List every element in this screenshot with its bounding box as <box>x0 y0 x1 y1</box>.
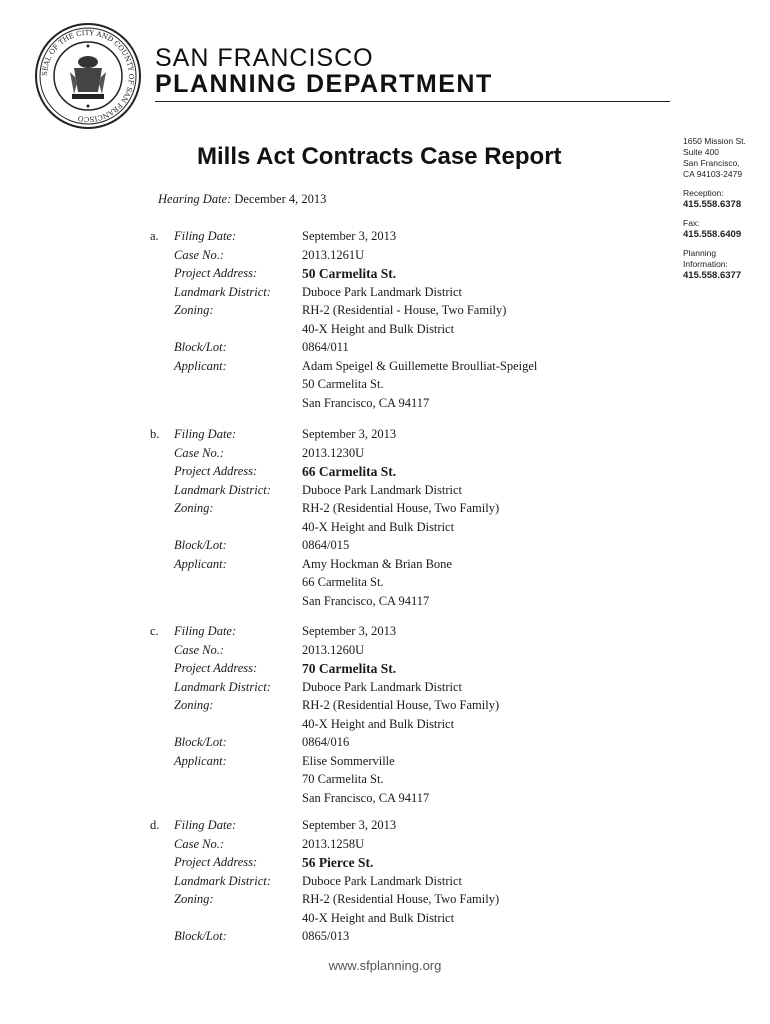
applicant-name: Elise Sommerville <box>302 753 395 768</box>
applicant-street: 66 Carmelita St. <box>302 575 384 589</box>
project-address-label: Project Address: <box>174 661 258 675</box>
block-lot-label: Block/Lot: <box>174 929 227 943</box>
address-line: 1650 Mission St. <box>683 136 746 146</box>
address-line: Suite 400 <box>683 147 719 157</box>
applicant-street: 70 Carmelita St. <box>302 772 384 786</box>
case-no-label: Case No.: <box>174 642 224 657</box>
block-lot-label: Block/Lot: <box>174 340 227 354</box>
block-lot-value: 0865/013 <box>302 929 350 943</box>
landmark-district-label: Landmark District: <box>174 482 271 497</box>
filing-date-label: Filing Date: <box>174 818 237 832</box>
zoning-label: Zoning: <box>174 698 214 712</box>
project-address-value: 50 Carmelita St. <box>302 266 397 281</box>
project-address-label: Project Address: <box>174 464 258 478</box>
applicant-label: Applicant: <box>174 753 227 768</box>
landmark-district-value: Duboce Park Landmark District <box>302 284 463 299</box>
reception-contact <box>683 188 767 210</box>
case-letter: b. <box>150 427 160 441</box>
reception-label: Reception: <box>683 188 724 198</box>
case-no-value: 2013.1258U <box>302 836 365 851</box>
contact-sidebar <box>683 136 767 289</box>
landmark-district-label: Landmark District: <box>174 679 271 694</box>
zoning-value: RH-2 (Residential House, Two Family) <box>302 698 500 712</box>
case-no-label: Case No.: <box>174 836 224 851</box>
applicant-street: 50 Carmelita St. <box>302 377 384 391</box>
fax-phone: 415.558.6409 <box>683 229 742 240</box>
reception-phone: 415.558.6378 <box>683 199 742 210</box>
height-bulk-value: 40-X Height and Bulk District <box>302 519 455 534</box>
case-no-value: 2013.1261U <box>302 247 365 262</box>
block-lot-label: Block/Lot: <box>174 735 227 749</box>
zoning-value: RH-2 (Residential House, Two Family) <box>302 501 500 515</box>
zoning-value: RH-2 (Residential House, Two Family) <box>302 892 500 906</box>
zoning-label: Zoning: <box>174 501 214 515</box>
case-no-label: Case No.: <box>174 247 224 262</box>
landmark-district-value: Duboce Park Landmark District <box>302 679 463 694</box>
filing-date-label: Filing Date: <box>174 427 237 441</box>
applicant-label: Applicant: <box>174 358 227 373</box>
filing-date-value: September 3, 2013 <box>302 818 397 832</box>
project-address-label: Project Address: <box>174 266 258 280</box>
hearing-date <box>158 192 326 207</box>
case-letter: c. <box>150 624 159 638</box>
applicant-city: San Francisco, CA 94117 <box>302 790 430 805</box>
case-no-label: Case No.: <box>174 445 224 460</box>
case-letter: d. <box>150 818 160 832</box>
block-lot-value: 0864/015 <box>302 538 350 552</box>
hearing-date-value: December 4, 2013 <box>234 192 327 206</box>
filing-date-label: Filing Date: <box>174 229 237 243</box>
department-name: PLANNING DEPARTMENT <box>155 70 493 98</box>
header-rule <box>155 101 670 102</box>
landmark-district-value: Duboce Park Landmark District <box>302 482 463 497</box>
hearing-date-label: Hearing Date: <box>158 192 232 206</box>
landmark-district-label: Landmark District: <box>174 873 271 888</box>
block-lot-value: 0864/011 <box>302 340 349 354</box>
height-bulk-value: 40-X Height and Bulk District <box>302 716 455 731</box>
applicant-city: San Francisco, CA 94117 <box>302 395 430 410</box>
filing-date-value: September 3, 2013 <box>302 229 397 243</box>
office-address <box>683 136 767 180</box>
applicant-label: Applicant: <box>174 556 227 571</box>
project-address-value: 56 Pierce St. <box>302 855 374 870</box>
fax-contact <box>683 218 767 240</box>
department-city-name: SAN FRANCISCO <box>155 44 374 72</box>
applicant-name: Adam Speigel & Guillemette Broulliat-Speigel <box>302 358 538 373</box>
fax-label: Fax: <box>683 218 700 228</box>
planning-info-phone: 415.558.6377 <box>683 270 742 281</box>
project-address-value: 66 Carmelita St. <box>302 464 397 479</box>
height-bulk-value: 40-X Height and Bulk District <box>302 321 455 336</box>
height-bulk-value: 40-X Height and Bulk District <box>302 910 455 925</box>
filing-date-value: September 3, 2013 <box>302 427 397 441</box>
filing-date-value: September 3, 2013 <box>302 624 397 638</box>
planning-info-label: Planning <box>683 248 717 258</box>
zoning-value: RH-2 (Residential - House, Two Family) <box>302 303 507 317</box>
city-seal-logo <box>34 22 142 130</box>
case-no-value: 2013.1230U <box>302 445 365 460</box>
block-lot-label: Block/Lot: <box>174 538 227 552</box>
address-line: San Francisco, <box>683 158 740 168</box>
planning-info-label: Information: <box>683 259 728 269</box>
project-address-value: 70 Carmelita St. <box>302 661 397 676</box>
applicant-city: San Francisco, CA 94117 <box>302 593 430 608</box>
address-line: CA 94103-2479 <box>683 169 743 179</box>
landmark-district-label: Landmark District: <box>174 284 271 299</box>
zoning-label: Zoning: <box>174 892 214 906</box>
case-letter: a. <box>150 229 159 243</box>
zoning-label: Zoning: <box>174 303 214 317</box>
planning-info-contact <box>683 248 767 281</box>
landmark-district-value: Duboce Park Landmark District <box>302 873 463 888</box>
project-address-label: Project Address: <box>174 855 258 869</box>
block-lot-value: 0864/016 <box>302 735 350 749</box>
case-no-value: 2013.1260U <box>302 642 365 657</box>
footer-website: www.sfplanning.org <box>328 958 442 973</box>
applicant-name: Amy Hockman & Brian Bone <box>302 556 452 571</box>
report-title: Mills Act Contracts Case Report <box>197 143 562 170</box>
filing-date-label: Filing Date: <box>174 624 237 638</box>
svg-text:SEAL OF THE CITY AND COUNTY OF: SEAL OF THE CITY AND COUNTY OF SAN FRANCISCO <box>40 28 136 124</box>
